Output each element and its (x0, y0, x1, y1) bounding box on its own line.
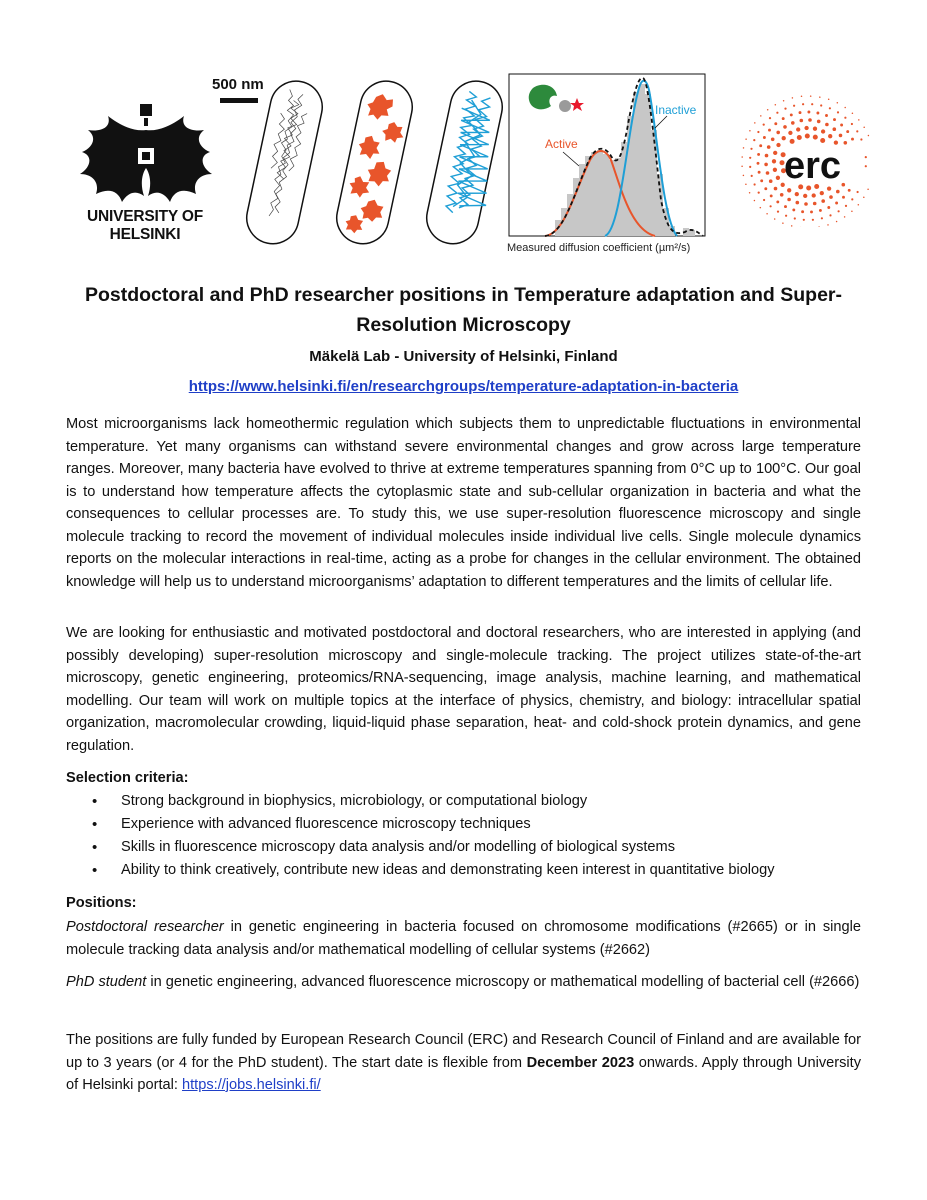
active-label: Active (545, 137, 578, 151)
erc-dot (787, 198, 791, 202)
postdoc-description: in genetic engineering in bacteria focused on chromosome modifications (#2665) or in single molecule tracking data analysis and/or mathematical modelling of cellular systems (#2662) (66, 919, 862, 958)
erc-dot (751, 175, 753, 177)
erc-dot (842, 196, 845, 199)
erc-dot (813, 202, 817, 206)
erc-dot (788, 131, 792, 135)
erc-dot (837, 102, 839, 104)
erc-dot (795, 192, 799, 196)
erc-dot (792, 97, 794, 99)
erc-dot (829, 107, 831, 109)
erc-dot (772, 159, 776, 163)
erc-dot (801, 210, 804, 213)
erc-dot (857, 191, 859, 193)
jobs-portal-link[interactable]: https://jobs.helsinki.fi/ (182, 1077, 321, 1093)
erc-dot (817, 120, 821, 124)
erc-dot (768, 129, 771, 132)
erc-dot (868, 135, 870, 137)
erc-dot (819, 96, 821, 98)
erc-dot (851, 211, 853, 213)
criteria-item: • Ability to think creatively, contribute new ideas and demonstrating keen interest in quantitative biology (66, 859, 866, 882)
erc-dot (750, 148, 752, 150)
erc-dot (844, 216, 846, 218)
erc-dot (829, 214, 831, 216)
erc-dot (818, 226, 820, 227)
erc-dot (805, 134, 810, 139)
erc-dot (828, 134, 832, 138)
erc-dot (749, 157, 751, 159)
criteria-item: • Skills in fluorescence microscopy data analysis and/or modelling of biological systems (66, 836, 866, 859)
erc-dot (835, 202, 838, 205)
erc-dot (790, 113, 793, 116)
erc-dot (763, 136, 766, 139)
erc-dot (803, 219, 805, 221)
erc-dot (808, 118, 812, 122)
erc-dot (833, 118, 836, 121)
erc-dot (766, 171, 770, 175)
erc-dot (754, 122, 756, 124)
phd-role: PhD student (66, 974, 147, 990)
erc-dot (764, 187, 767, 190)
erc-dot (767, 109, 769, 111)
recruitment-paragraph: We are looking for enthusiastic and motivated postdoctoral and doctoral researchers, who are interested in applying (and possibly developing) super-resolution microscopy and single-molecule tracking. The project utilizes state-of-the-art microscopy, genetic engineering, proteomics/RNA-sequencing, image analysis, machine learning, and mathematical modelling. Our team will work on multiple topics at the interface of physics, chemistry, and biology: intracellular spatial organization, macromolecular crowding, liquid-liquid phase separation, heat- and cold-shock protein dynamics, and gene regulation. (66, 625, 861, 754)
erc-dot (758, 192, 760, 194)
erc-dot (801, 96, 803, 98)
erc-dot (848, 189, 851, 192)
cell-outline-gray (245, 76, 327, 248)
erc-dot (753, 139, 755, 141)
erc-dot (836, 190, 840, 194)
erc-dot (776, 112, 778, 114)
erc-dot (782, 117, 785, 120)
erc-dot (839, 134, 843, 138)
erc-dot (784, 205, 787, 208)
erc-dot (794, 217, 796, 219)
erc-dot (807, 111, 810, 114)
selection-criteria-heading: Selection criteria: (66, 770, 189, 786)
erc-dot (774, 187, 778, 191)
erc-dot (769, 117, 771, 119)
erc-dot (776, 176, 780, 180)
erc-dot (765, 154, 769, 158)
erc-dot (784, 108, 786, 110)
erc-dot (827, 186, 831, 190)
erc-dot (792, 208, 795, 211)
erc-dot (825, 114, 828, 117)
erc-dot (828, 99, 830, 101)
erc-dot (821, 199, 825, 203)
criteria-item: • Strong background in biophysics, microbiology, or computational biology (66, 790, 866, 813)
erc-dot (827, 224, 829, 226)
funding-paragraph (66, 1029, 861, 1097)
erc-dot (763, 199, 765, 201)
erc-dot (865, 165, 867, 167)
erc-dot (851, 198, 853, 200)
erc-dot (858, 204, 860, 206)
erc-dot (790, 139, 795, 144)
erc-dot (773, 168, 777, 172)
erc-dot (757, 162, 760, 165)
bacteria-cells-illustration (245, 70, 510, 250)
erc-dot (767, 145, 771, 149)
erc-dot (846, 130, 849, 133)
header-figure-strip (0, 0, 927, 270)
erc-dot (867, 188, 869, 190)
start-date: December 2023 (526, 1054, 635, 1071)
erc-dot (811, 103, 813, 105)
erc-dot (757, 153, 760, 156)
erc-dot (749, 130, 751, 132)
erc-dot (833, 127, 837, 131)
erc-dot (791, 121, 795, 125)
erc-dot (842, 183, 846, 187)
erc-dot (844, 107, 846, 109)
erc-dot (844, 141, 848, 145)
erc-dot (754, 200, 756, 202)
erc-dot (820, 104, 822, 106)
erc-dot (776, 200, 779, 203)
ligand-dot (559, 100, 571, 112)
erc-dot (796, 201, 800, 205)
erc-dot (791, 225, 793, 227)
diffusion-histogram-plot (505, 70, 710, 265)
erc-dot (858, 119, 860, 121)
erc-dot (810, 210, 813, 213)
erc-dot (836, 221, 838, 223)
erc-dot (745, 183, 747, 185)
erc-dot (741, 156, 743, 158)
erc-dot (810, 95, 812, 97)
erc-dot (851, 123, 853, 125)
erc-dot (851, 138, 854, 141)
erc-dot (757, 131, 759, 133)
erc-dot (774, 218, 776, 220)
erc-dot (773, 151, 777, 155)
erc-dot (777, 211, 779, 213)
erc-dot (812, 219, 814, 221)
erc-dot (829, 195, 833, 199)
erc-dot (816, 112, 819, 115)
erc-dot (796, 127, 800, 131)
erc-dot (741, 165, 743, 167)
erc-dot (783, 100, 785, 102)
erc-dot (820, 138, 825, 143)
erc-dot (804, 126, 808, 130)
erc-dot (770, 194, 773, 197)
positions-heading: Positions: (66, 895, 137, 911)
erc-dot (821, 129, 825, 133)
erc-dot (760, 115, 762, 117)
erc-dot (863, 197, 865, 199)
erc-dot (820, 191, 824, 195)
erc-dot (865, 156, 867, 158)
erc-dot (754, 183, 756, 185)
university-name: UNIVERSITY OF HELSINKI (87, 208, 203, 243)
erc-dot (812, 193, 816, 197)
cell-blue-tracks (440, 91, 508, 219)
research-group-link[interactable]: https://www.helsinki.fi/en/researchgroups/temperature-adaptation-in-bacteria (188, 378, 739, 395)
plot-x-axis-label: Measured diffusion coefficient (µm²/s) (507, 242, 691, 254)
erc-dot (838, 210, 840, 212)
erc-dot (763, 124, 765, 126)
erc-dot (776, 143, 780, 147)
erc-dot (797, 135, 802, 140)
erc-dot (787, 188, 791, 192)
erc-dot (799, 111, 802, 114)
erc-dot (764, 163, 768, 167)
erc-dot (803, 194, 807, 198)
erc-dot (825, 123, 829, 127)
erc-dot (771, 138, 775, 142)
scale-bar-label: 500 nm (212, 76, 264, 93)
erc-dot (775, 104, 777, 106)
phd-position (66, 971, 861, 994)
erc-dot (780, 193, 784, 197)
page-title: Postdoctoral and PhD researcher positions in Temperature adaptation and Super-Resolution Microscopy (84, 284, 843, 336)
erc-dot (759, 144, 762, 147)
erc-dot (774, 122, 777, 125)
lab-subtitle: Mäkelä Lab - University of Helsinki, Finland (309, 348, 618, 365)
erc-dot (844, 117, 846, 119)
erc-dot (821, 217, 823, 219)
erc-text: erc (784, 145, 842, 187)
erc-dot (749, 166, 751, 168)
erc-dot (852, 112, 854, 114)
erc-dot (782, 136, 786, 140)
erc-dot (785, 215, 787, 217)
erc-dot (837, 111, 839, 113)
erc-dot (813, 135, 818, 140)
inactive-label: Inactive (655, 103, 697, 117)
erc-dot (845, 205, 847, 207)
selection-criteria-list (66, 790, 866, 882)
erc-dot (758, 171, 761, 174)
erc-dot (856, 130, 858, 132)
erc-dot (745, 138, 747, 140)
erc-dot (863, 127, 865, 129)
postdoc-position (66, 916, 861, 961)
erc-dot (749, 192, 751, 194)
erc-dot (860, 138, 862, 140)
erc-dot (743, 147, 745, 149)
erc-dot (840, 124, 843, 127)
funding-apply-text: onwards. Apply through University of Helsinki portal: (66, 1054, 861, 1093)
erc-dot (813, 127, 817, 131)
criteria-item: • Experience with advanced fluorescence microscopy techniques (66, 813, 866, 836)
erc-dot (804, 202, 808, 206)
erc-dot (743, 175, 745, 177)
erc-dot (782, 222, 784, 224)
erc-dot (793, 105, 795, 107)
erc-dot (770, 205, 772, 207)
phd-description: in genetic engineering, advanced fluorescence microscopy or mathematical modelling of bacterial cell (#2666) (146, 974, 860, 990)
postdoc-role: Postdoctoral researcher (66, 919, 224, 935)
cell-outline-blue (422, 76, 507, 248)
erc-dot (800, 119, 804, 123)
erc-dot (766, 213, 768, 215)
erc-dot (760, 207, 762, 209)
erc-dot (819, 209, 822, 212)
erc-dot (802, 103, 804, 105)
erc-dot (760, 179, 763, 182)
erc-dot (827, 206, 830, 209)
erc-dot (783, 125, 787, 129)
erc-dot (769, 179, 773, 183)
erc-dot (776, 131, 780, 135)
funding-text: The positions are fully funded by European Research Council (ERC) and Research Council of Finland and are available for up to 3 years (or 4 for the PhD student). The start date is flexible from (66, 1032, 861, 1071)
erc-logo (740, 92, 870, 227)
intro-paragraph: Most microorganisms lack homeothermic regulation which subjects them to unpredictable fluctuations in environmental temperature. Yet many organisms can withstand severe environmental changes and grow across large temperature ranges. Moreover, many bacteria have evolved to thrive at extreme temperatures spanning from 0°C up to 100°C. Our goal is to understand how temperature affects the cytoplasmic state and sub-cellular organization in bacteria and what the consequences to cellular processes are. To study this, we use super-resolution fluorescence microscopy and single molecule tracking to record the movement of individual molecules inside individual live cells. Single molecule dynamics reports on the molecular interactions in real-time, acting as a probe for changes in the cellular environment. The obtained knowledge will help us to understand microorganisms’ adaptation to different temperatures and the limits of cellular life. (66, 416, 861, 590)
